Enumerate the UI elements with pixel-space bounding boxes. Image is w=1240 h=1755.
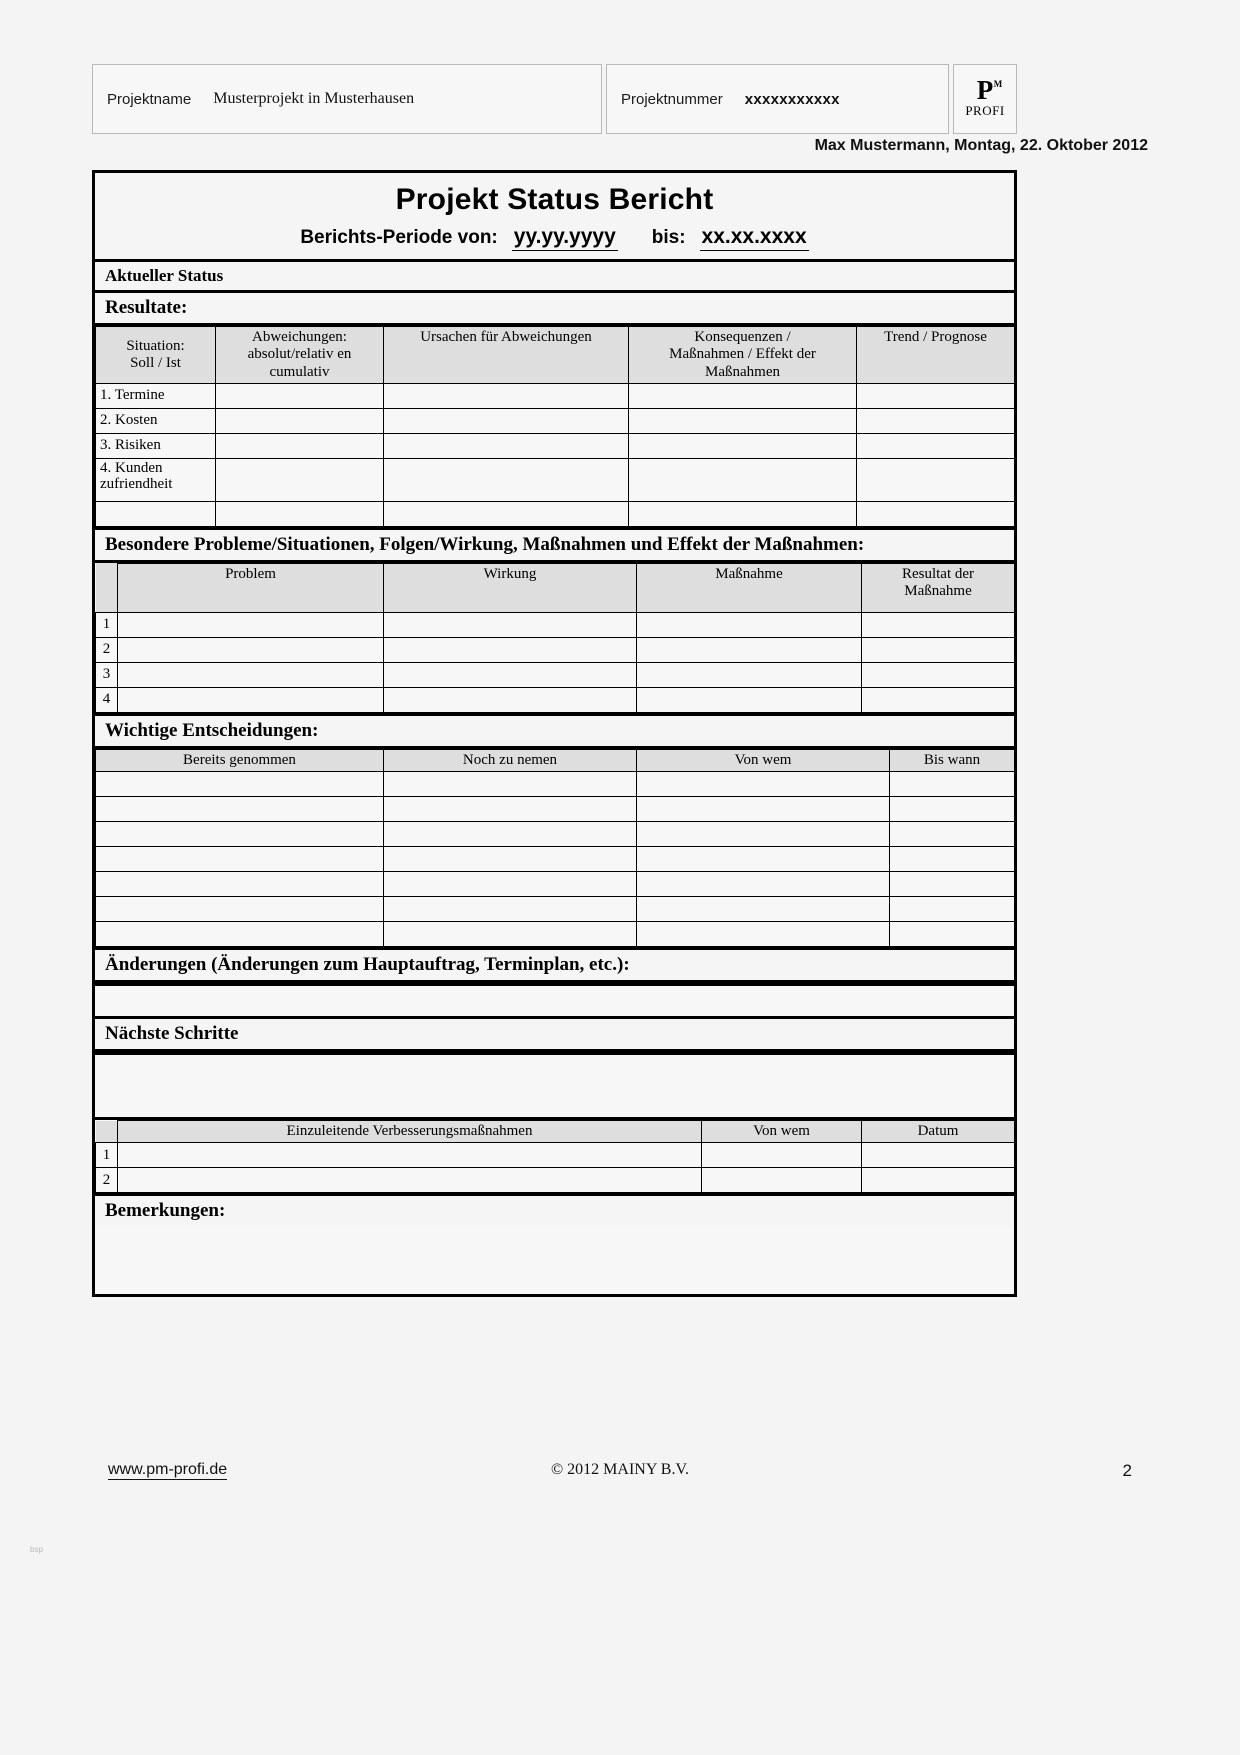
decisions-table-header-row	[96, 749, 1015, 771]
results-row-label-4-line1: 4. Kunden	[100, 459, 163, 476]
period-from-value[interactable]: yy.yy.yyyy	[512, 225, 618, 251]
results-header-abweichungen-line2: absolut/relativ en	[247, 346, 352, 363]
reporting-period	[95, 225, 1014, 251]
corner-watermark: bsp	[30, 1545, 43, 1554]
table-row	[96, 637, 1015, 662]
footer-copyright: © 2012 MAINY B.V.	[551, 1461, 689, 1478]
section-important-decisions-label: Wichtige Entscheidungen:	[105, 719, 319, 741]
results-cell[interactable]	[384, 501, 629, 526]
logo-superscript-m: M	[993, 79, 1003, 90]
project-number-value: xxxxxxxxxxx	[744, 90, 840, 108]
results-cell[interactable]	[384, 408, 629, 433]
project-name-field[interactable]	[92, 64, 602, 134]
results-header-abweichungen-line3: cumulativ	[269, 363, 330, 380]
problems-cell[interactable]	[637, 687, 862, 712]
problems-table-header-row	[96, 563, 1015, 612]
decisions-cell[interactable]	[96, 922, 384, 947]
decisions-table	[95, 749, 1015, 947]
problems-cell[interactable]	[637, 637, 862, 662]
section-special-problems	[95, 527, 1014, 563]
footer-page-number: 2	[1122, 1461, 1132, 1480]
problems-cell[interactable]	[118, 612, 384, 637]
results-cell[interactable]	[384, 433, 629, 458]
table-row	[96, 872, 1015, 897]
decisions-cell[interactable]	[637, 772, 890, 797]
decisions-cell[interactable]	[384, 772, 637, 797]
section-next-steps	[95, 1019, 1014, 1052]
results-header-konsequenzen	[629, 327, 857, 384]
improvements-cell[interactable]	[118, 1143, 702, 1168]
table-row	[96, 822, 1015, 847]
results-table-header-row	[96, 327, 1015, 384]
table-row	[96, 383, 1015, 408]
decisions-cell[interactable]	[384, 847, 637, 872]
header-fields	[92, 64, 1017, 134]
page-title: Projekt Status Bericht	[395, 183, 714, 216]
section-current-status-label: Aktueller Status	[105, 266, 224, 285]
decisions-cell[interactable]	[384, 922, 637, 947]
results-cell[interactable]	[629, 408, 857, 433]
problems-cell[interactable]	[862, 637, 1015, 662]
table-row	[96, 1168, 1015, 1193]
results-cell[interactable]	[857, 408, 1015, 433]
results-header-ursachen: Ursachen für Abweichungen	[384, 327, 629, 384]
results-cell[interactable]	[384, 383, 629, 408]
decisions-cell[interactable]	[890, 872, 1015, 897]
logo-letter-glyph: P	[976, 75, 994, 106]
section-next-steps-label: Nächste Schritte	[105, 1023, 239, 1044]
results-table	[95, 326, 1015, 527]
results-cell[interactable]	[629, 433, 857, 458]
problems-cell[interactable]	[637, 612, 862, 637]
results-cell[interactable]	[629, 383, 857, 408]
section-current-status	[95, 262, 1014, 293]
problems-cell[interactable]	[862, 687, 1015, 712]
problems-row-number: 1	[96, 612, 118, 637]
problems-cell[interactable]	[862, 662, 1015, 687]
table-row	[96, 612, 1015, 637]
title-block	[95, 173, 1014, 262]
decisions-cell[interactable]	[890, 772, 1015, 797]
pm-profi-logo	[953, 64, 1017, 134]
period-to-label: bis:	[651, 227, 686, 248]
results-header-abweichungen-line1: Abweichungen:	[252, 329, 347, 345]
problems-cell[interactable]	[384, 637, 637, 662]
table-row	[96, 772, 1015, 797]
period-to-value[interactable]: xx.xx.xxxx	[700, 225, 809, 251]
page-footer	[0, 1455, 1240, 1495]
problems-header-wirkung: Wirkung	[384, 563, 637, 612]
section-results	[95, 293, 1014, 326]
results-cell[interactable]	[857, 501, 1015, 526]
table-row	[96, 847, 1015, 872]
results-header-trend: Trend / Prognose	[857, 327, 1015, 384]
decisions-cell[interactable]	[96, 872, 384, 897]
improvements-table-header-row	[96, 1121, 1015, 1143]
results-cell[interactable]	[216, 433, 384, 458]
decisions-header-biswann: Bis wann	[890, 749, 1015, 771]
project-name-value: Musterprojekt in Musterhausen	[213, 90, 415, 107]
decisions-cell[interactable]	[637, 822, 890, 847]
problems-header-resultat-line2: Maßnahme	[904, 583, 972, 599]
decisions-cell[interactable]	[384, 872, 637, 897]
decisions-cell[interactable]	[890, 922, 1015, 947]
footer-website-link[interactable]: www.pm-profi.de	[108, 1461, 228, 1478]
table-row	[96, 458, 1015, 501]
results-header-situation-line1: Situation:	[126, 337, 185, 354]
results-cell[interactable]	[216, 458, 384, 501]
improvements-cell[interactable]	[118, 1168, 702, 1193]
problems-header-massnahme: Maßnahme	[637, 563, 862, 612]
decisions-cell[interactable]	[890, 822, 1015, 847]
decisions-header-bereits: Bereits genommen	[96, 749, 384, 771]
decisions-cell[interactable]	[637, 897, 890, 922]
table-row	[96, 408, 1015, 433]
improvements-cell[interactable]	[702, 1143, 862, 1168]
results-header-konsequenzen-line1: Konsequenzen /	[694, 329, 791, 345]
decisions-cell[interactable]	[96, 772, 384, 797]
decisions-cell[interactable]	[890, 897, 1015, 922]
problems-row-number: 2	[96, 637, 118, 662]
results-cell[interactable]	[857, 433, 1015, 458]
improvements-cell[interactable]	[862, 1143, 1015, 1168]
section-remarks	[95, 1193, 1014, 1226]
decisions-cell[interactable]	[96, 797, 384, 822]
author-date-byline: Max Mustermann, Montag, 22. Oktober 2012	[814, 137, 1148, 154]
decisions-header-vonwem: Von wem	[637, 749, 890, 771]
changes-input-area[interactable]	[95, 983, 1014, 1019]
decisions-cell[interactable]	[637, 847, 890, 872]
section-changes	[95, 947, 1014, 983]
results-cell[interactable]	[857, 383, 1015, 408]
decisions-cell[interactable]	[384, 897, 637, 922]
project-name-label: Projektname	[107, 90, 192, 108]
decisions-cell[interactable]	[96, 897, 384, 922]
problems-table	[95, 563, 1015, 713]
results-cell[interactable]	[216, 408, 384, 433]
results-cell[interactable]	[629, 458, 857, 501]
problems-cell[interactable]	[384, 687, 637, 712]
improvements-table	[95, 1120, 1015, 1193]
results-header-konsequenzen-line3: Maßnahmen	[705, 363, 780, 380]
results-cell[interactable]	[216, 501, 384, 526]
section-results-label: Resultate:	[105, 297, 188, 318]
results-row-label-1: 1. Termine	[96, 383, 216, 408]
section-changes-label: Änderungen (Änderungen zum Hauptauftrag, Terminplan, etc.):	[105, 954, 630, 975]
section-important-decisions	[95, 713, 1014, 749]
decisions-cell[interactable]	[96, 847, 384, 872]
results-row-label-4-line2: zufriendheit	[100, 475, 173, 492]
table-row	[96, 687, 1015, 712]
status-report-form	[92, 170, 1017, 1297]
project-number-label: Projektnummer	[621, 90, 723, 108]
decisions-cell[interactable]	[890, 797, 1015, 822]
table-row	[96, 501, 1015, 526]
improvements-cell[interactable]	[702, 1168, 862, 1193]
results-header-konsequenzen-line2: Maßnahmen / Effekt der	[669, 346, 816, 363]
decisions-cell[interactable]	[637, 922, 890, 947]
decisions-cell[interactable]	[637, 872, 890, 897]
results-row-label-4	[96, 458, 216, 501]
section-remarks-label: Bemerkungen:	[105, 1200, 226, 1222]
decisions-cell[interactable]	[890, 847, 1015, 872]
results-header-situation	[96, 327, 216, 384]
decisions-cell[interactable]	[384, 822, 637, 847]
improvements-cell[interactable]	[862, 1168, 1015, 1193]
problems-cell[interactable]	[118, 637, 384, 662]
problems-row-number: 3	[96, 662, 118, 687]
improvements-header-spacer	[96, 1121, 118, 1143]
problems-cell[interactable]	[118, 687, 384, 712]
results-cell[interactable]	[384, 458, 629, 501]
results-cell[interactable]	[857, 458, 1015, 501]
problems-cell[interactable]	[384, 662, 637, 687]
improvements-row-number: 1	[96, 1143, 118, 1168]
decisions-header-noch: Noch zu nemen	[384, 749, 637, 771]
table-row	[96, 433, 1015, 458]
results-row-label-3: 3. Risiken	[96, 433, 216, 458]
table-row	[96, 1143, 1015, 1168]
results-row-label-2: 2. Kosten	[96, 408, 216, 433]
decisions-cell[interactable]	[384, 797, 637, 822]
results-cell[interactable]	[629, 501, 857, 526]
results-header-situation-line2: Soll / Ist	[130, 354, 181, 371]
table-row	[96, 797, 1015, 822]
problems-header-resultat	[862, 563, 1015, 612]
problems-cell[interactable]	[862, 612, 1015, 637]
problems-row-number: 4	[96, 687, 118, 712]
problems-header-problem: Problem	[118, 563, 384, 612]
table-row	[96, 897, 1015, 922]
section-special-problems-label: Besondere Probleme/Situationen, Folgen/Wirkung, Maßnahmen und Effekt der Maßnahmen:	[105, 533, 865, 555]
results-header-abweichungen	[216, 327, 384, 384]
project-number-field[interactable]	[606, 64, 949, 134]
problems-cell[interactable]	[118, 662, 384, 687]
period-label: Berichts-Periode von:	[300, 227, 498, 248]
decisions-cell[interactable]	[637, 797, 890, 822]
decisions-cell[interactable]	[96, 822, 384, 847]
table-row	[96, 922, 1015, 947]
problems-cell[interactable]	[637, 662, 862, 687]
logo-wordmark: PROFI	[965, 102, 1005, 118]
problems-header-resultat-line1: Resultat der	[901, 565, 975, 582]
problems-cell[interactable]	[384, 612, 637, 637]
improvements-header-datum: Datum	[862, 1121, 1015, 1143]
next-steps-input-area[interactable]	[95, 1052, 1014, 1120]
improvements-row-number: 2	[96, 1168, 118, 1193]
improvements-header-massnahmen: Einzuleitende Verbesserungsmaßnahmen	[118, 1121, 702, 1143]
results-cell[interactable]	[216, 383, 384, 408]
results-cell[interactable]	[96, 501, 216, 526]
problems-header-spacer	[96, 563, 118, 612]
table-row	[96, 662, 1015, 687]
improvements-header-vonwem: Von wem	[702, 1121, 862, 1143]
remarks-input-area[interactable]	[95, 1226, 1014, 1294]
logo-letter-p	[976, 75, 1003, 106]
